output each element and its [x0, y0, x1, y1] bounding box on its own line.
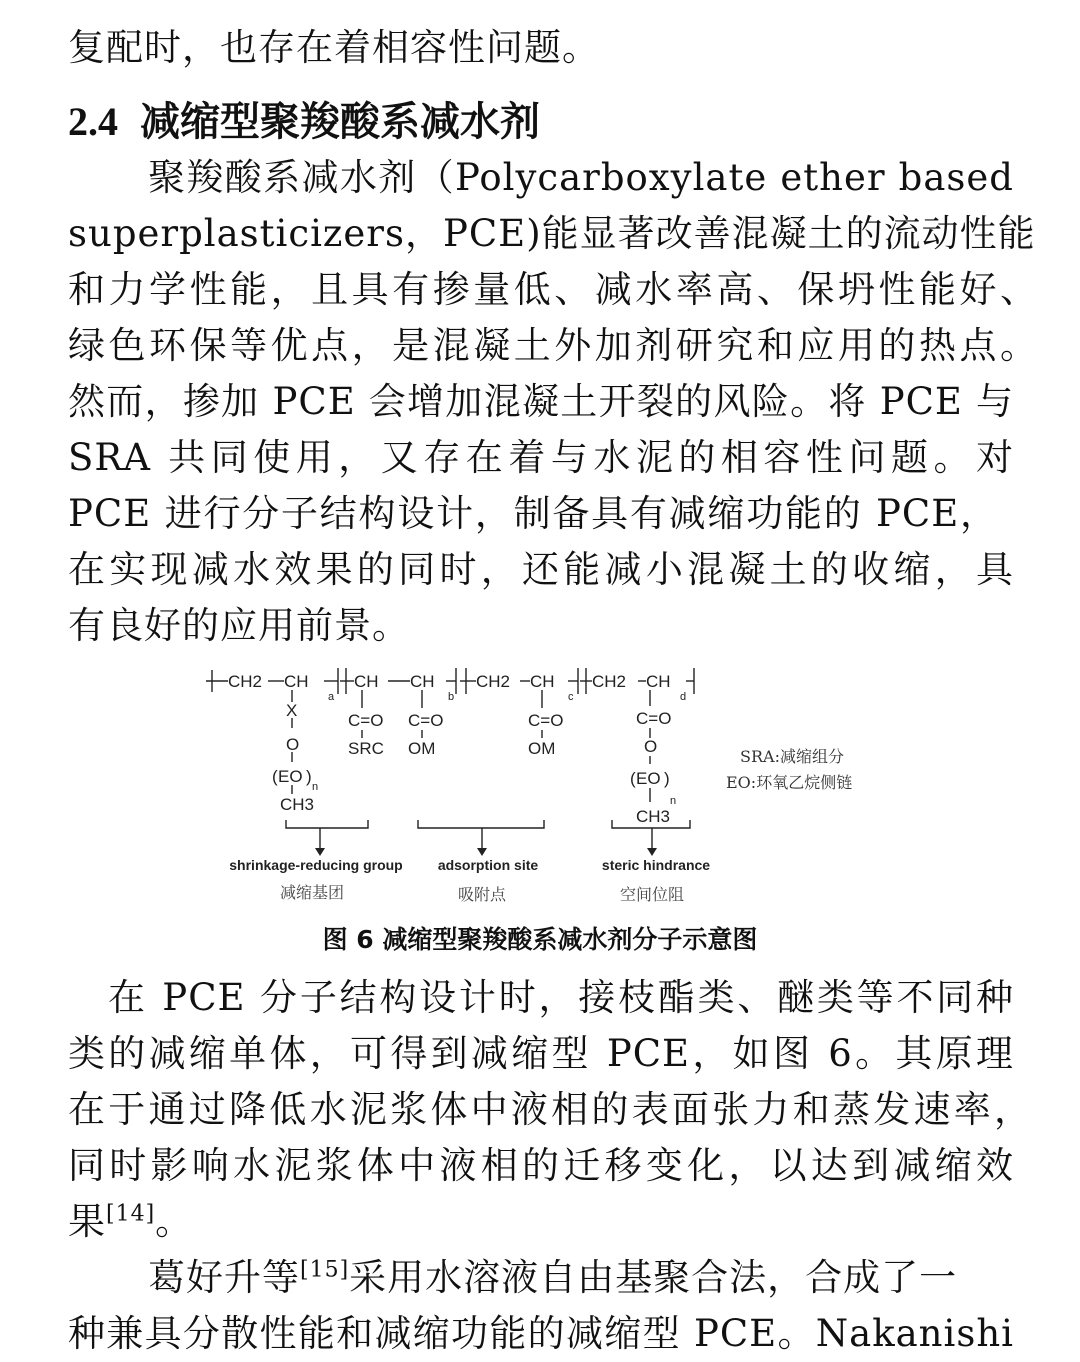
section-heading — [68, 94, 540, 150]
text-segment: 。 — [155, 1200, 194, 1243]
x-label: X — [286, 701, 298, 720]
label-zh-steric: 空间位阻 — [619, 885, 685, 904]
n-label: n — [670, 795, 677, 807]
src-label: SRC — [348, 739, 384, 758]
text-line: superplasticizers，PCE)能显著改善混凝土的流动性能 — [68, 212, 1036, 255]
paren-open: ( — [630, 769, 636, 788]
ch-label: CH — [646, 672, 671, 691]
ch3-label: CH3 — [280, 795, 315, 814]
figure-caption: 图 6 减缩型聚羧酸系减水剂分子示意图 — [322, 925, 758, 954]
section-title: 减缩型聚羧酸系减水剂 — [140, 99, 540, 145]
ch-label: CH — [410, 672, 435, 691]
om-label: OM — [528, 739, 556, 758]
ch2-label: CH2 — [228, 672, 263, 691]
text-line: 复配时，也存在着相容性问题。 — [68, 26, 600, 69]
co-label: C=O — [348, 711, 384, 730]
text-line: 类的减缩单体，可得到减缩型 PCE，如图 6。其原理 — [68, 1032, 1014, 1075]
group-labels-zh — [280, 883, 684, 904]
o-label: O — [286, 735, 300, 754]
citation: [14] — [106, 1201, 156, 1227]
subscript-d: d — [680, 691, 687, 703]
section-number: 2.4 — [68, 99, 118, 144]
text-line: 同时影响水泥浆体中液相的迁移变化，以达到减缩效 — [68, 1144, 1014, 1187]
group-labels — [229, 857, 710, 873]
subscript-b: b — [448, 691, 455, 703]
ch2-label: CH2 — [592, 672, 627, 691]
paren-close: ) — [306, 767, 312, 786]
atom-labels — [228, 672, 686, 826]
text-line: 种兼具分散性能和减缩功能的减缩型 PCE。Nakanishi — [68, 1312, 1014, 1355]
legend-sra: SRA:减缩组分 — [740, 747, 844, 766]
n-label: n — [312, 781, 319, 793]
text-line: SRA 共同使用，又存在着与水泥的相容性问题。对 — [68, 436, 1014, 479]
ch-label: CH — [530, 672, 555, 691]
text-segment: 采用水溶液自由基聚合法，合成了一 — [349, 1256, 958, 1299]
text-line: 有良好的应用前景。 — [68, 604, 410, 647]
co-label: C=O — [408, 711, 444, 730]
subscript-a: a — [328, 691, 335, 703]
figure-legend — [726, 747, 852, 792]
om-label: OM — [408, 739, 436, 758]
ch3-label: CH3 — [636, 807, 671, 826]
label-adsorption-site: adsorption site — [437, 857, 539, 873]
text-line: 在 PCE 分子结构设计时，接枝酯类、醚类等不同种 — [108, 976, 1014, 1019]
text-segment: 果 — [68, 1200, 106, 1243]
text-line — [68, 1194, 1014, 1250]
text-line: 聚羧酸系减水剂（Polycarboxylate ether based — [148, 156, 1014, 199]
eo-label: EO — [636, 769, 661, 788]
o-label: O — [644, 737, 658, 756]
text-line: 然而，掺加 PCE 会增加混凝土开裂的风险。将 PCE 与 — [68, 380, 1014, 423]
molecular-structure-diagram — [200, 660, 900, 910]
text-line: 和力学性能，且具有掺量低、减水率高、保坍性能好、 — [68, 268, 1038, 311]
text-segment: 葛好升等 — [148, 1256, 300, 1299]
label-steric-hindrance: steric hindrance — [601, 857, 711, 873]
ch-label: CH — [284, 672, 309, 691]
paren-open: ( — [272, 767, 278, 786]
ch2-label: CH2 — [476, 672, 511, 691]
text-line: PCE 进行分子结构设计，制备具有减缩功能的 PCE， — [68, 492, 998, 535]
legend-eo: EO:环氧乙烷侧链 — [726, 773, 853, 792]
co-label: C=O — [528, 711, 564, 730]
label-zh-shrinkage: 减缩基团 — [279, 883, 345, 902]
eo-label: EO — [278, 767, 303, 786]
paren-close: ) — [664, 769, 670, 788]
subscript-c: c — [568, 691, 574, 703]
label-shrinkage-reducing-group: shrinkage-reducing group — [229, 857, 403, 873]
ch-label: CH — [354, 672, 379, 691]
arrow-heads — [315, 848, 657, 856]
label-zh-adsorption: 吸附点 — [457, 885, 507, 904]
citation: [15] — [300, 1257, 350, 1283]
text-line: 在实现减水效果的同时，还能减小混凝土的收缩，具 — [68, 548, 1014, 591]
text-line: 绿色环保等优点，是混凝土外加剂研究和应用的热点。 — [68, 324, 1038, 367]
text-line — [148, 1250, 1014, 1306]
text-line: 在于通过降低水泥浆体中液相的表面张力和蒸发速率， — [68, 1088, 1032, 1131]
co-label: C=O — [636, 709, 672, 728]
